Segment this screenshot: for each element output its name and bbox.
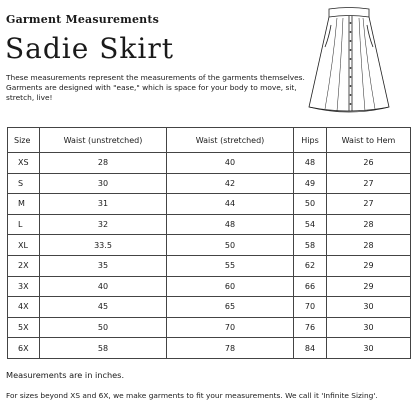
- table-cell: 32: [40, 214, 167, 235]
- table-row: [8, 235, 411, 256]
- table-cell: 29: [327, 276, 411, 297]
- column-header-hips: Hips: [294, 128, 327, 153]
- table-cell: 45: [40, 297, 167, 318]
- table-header-row: [8, 128, 411, 153]
- table-cell: 28: [40, 153, 167, 174]
- intro-text: These measurements represent the measurements of the garments themselves. Garments are designed with "ease," which is space for your body to move, sit, stretch, live!: [6, 73, 305, 102]
- size-cell: S: [8, 173, 40, 194]
- size-cell: XS: [8, 153, 40, 174]
- size-cell: 3X: [8, 276, 40, 297]
- size-cell: 6X: [8, 338, 40, 359]
- table-cell: 50: [294, 194, 327, 215]
- table-cell: 76: [294, 317, 327, 338]
- table-cell: 48: [167, 214, 294, 235]
- size-cell: L: [8, 214, 40, 235]
- table-cell: 60: [167, 276, 294, 297]
- measurements-table: [7, 127, 411, 359]
- table-cell: 50: [167, 235, 294, 256]
- table-cell: 26: [327, 153, 411, 174]
- table-cell: 35: [40, 255, 167, 276]
- table-cell: 33.5: [40, 235, 167, 256]
- table-cell: 50: [40, 317, 167, 338]
- table-cell: 30: [327, 297, 411, 318]
- column-header-waist-stretched: Waist (stretched): [167, 128, 294, 153]
- size-cell: M: [8, 194, 40, 215]
- units-note: Measurements are in inches.: [6, 370, 125, 380]
- table-cell: 30: [327, 338, 411, 359]
- table-cell: 49: [294, 173, 327, 194]
- table-cell: 78: [167, 338, 294, 359]
- table-cell: 30: [40, 173, 167, 194]
- page-title: Sadie Skirt: [5, 32, 174, 65]
- table-cell: 70: [167, 317, 294, 338]
- column-header-waist-unstretched: Waist (unstretched): [40, 128, 167, 153]
- size-cell: XL: [8, 235, 40, 256]
- table-cell: 70: [294, 297, 327, 318]
- table-row: [8, 297, 411, 318]
- table-cell: 40: [40, 276, 167, 297]
- table-cell: 62: [294, 255, 327, 276]
- table-cell: 65: [167, 297, 294, 318]
- column-header-size: Size: [8, 128, 40, 153]
- table-cell: 29: [327, 255, 411, 276]
- table-cell: 27: [327, 173, 411, 194]
- table-cell: 31: [40, 194, 167, 215]
- table-row: [8, 173, 411, 194]
- table-cell: 44: [167, 194, 294, 215]
- table-cell: 27: [327, 194, 411, 215]
- table-cell: 28: [327, 235, 411, 256]
- table-row: [8, 276, 411, 297]
- table-row: [8, 214, 411, 235]
- table-cell: 54: [294, 214, 327, 235]
- table-cell: 42: [167, 173, 294, 194]
- table-cell: 48: [294, 153, 327, 174]
- table-cell: 55: [167, 255, 294, 276]
- table-cell: 58: [40, 338, 167, 359]
- size-cell: 4X: [8, 297, 40, 318]
- table-row: [8, 317, 411, 338]
- table-cell: 58: [294, 235, 327, 256]
- infinite-sizing-note: For sizes beyond XS and 6X, we make garments to fit your measurements. We call it 'Infinite Sizing'.: [6, 391, 378, 400]
- table-row: [8, 255, 411, 276]
- size-cell: 5X: [8, 317, 40, 338]
- eyebrow-heading: Garment Measurements: [6, 13, 160, 26]
- table-row: [8, 338, 411, 359]
- table-row: [8, 194, 411, 215]
- table-row: [8, 153, 411, 174]
- table-cell: 30: [327, 317, 411, 338]
- table-cell: 28: [327, 214, 411, 235]
- table-cell: 66: [294, 276, 327, 297]
- size-cell: 2X: [8, 255, 40, 276]
- table-cell: 84: [294, 338, 327, 359]
- column-header-waist-to-hem: Waist to Hem: [327, 128, 411, 153]
- table-cell: 40: [167, 153, 294, 174]
- skirt-sketch-icon: [303, 3, 395, 118]
